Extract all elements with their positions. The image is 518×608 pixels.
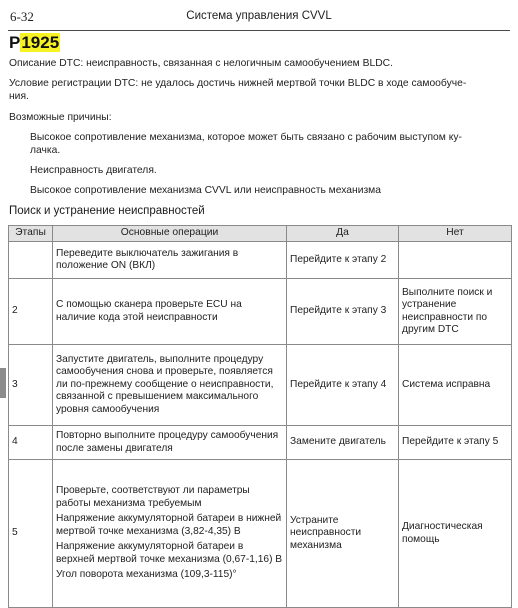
operation-cell: С помощью сканера проверьте ECU на наличие кода этой неисправности	[53, 279, 287, 345]
troubleshooting-table	[8, 225, 512, 608]
no-cell: Перейдите к этапу 5	[399, 426, 512, 460]
step-cell	[9, 242, 53, 279]
table-row	[9, 345, 512, 426]
page-number: 6-32	[10, 9, 34, 24]
section-title: Система управления CVVL	[186, 10, 332, 22]
yes-cell: Замените двигатель	[287, 426, 399, 460]
column-header-yes: Да	[287, 226, 399, 242]
yes-cell: Перейдите к этапу 4	[287, 345, 399, 426]
column-header-operations: Основные операции	[53, 226, 287, 242]
yes-cell: Устраните неисправности механизма	[287, 460, 399, 608]
cause-1-line1: Высокое сопротивление механизма, которое может быть связано с рабочим выступом ку-	[30, 132, 462, 143]
cause-2: Неисправность двигателя.	[30, 165, 157, 176]
troubleshooting-title: Поиск и устранение неисправностей	[9, 205, 205, 217]
table-row	[9, 460, 512, 608]
column-header-steps: Этапы	[9, 226, 53, 242]
yes-cell: Перейдите к этапу 3	[287, 279, 399, 345]
no-cell: Выполните поиск и устранение неисправности по другим DTC	[399, 279, 512, 345]
table-header-row	[9, 226, 512, 242]
step-cell: 3	[9, 345, 53, 426]
table-row	[9, 279, 512, 345]
operation-cell	[53, 460, 287, 608]
operation-cell: Запустите двигатель, выполните процедуру самообучения снова и проверьте, появляется ли по-прежнему сообщение о неисправности, связанной с превышением максимального уровня самообучения	[53, 345, 287, 426]
yes-cell: Перейдите к этапу 2	[287, 242, 399, 279]
operation-item: Угол поворота механизма (109,3-115)°	[56, 569, 237, 581]
table-row	[9, 426, 512, 460]
step-cell: 2	[9, 279, 53, 345]
dtc-condition-line2: ния.	[9, 91, 29, 102]
cause-1-line2: лачка.	[30, 145, 61, 156]
no-cell: Диагностическая помощь	[399, 460, 512, 608]
dtc-code-number: 1925	[21, 33, 60, 52]
dtc-code-prefix: P	[9, 33, 21, 52]
column-header-no: Нет	[399, 226, 512, 242]
dtc-code	[9, 33, 60, 53]
causes-heading: Возможные причины:	[9, 112, 112, 123]
no-cell	[399, 242, 512, 279]
cause-3: Высокое сопротивление механизма CVVL или неисправность механизма	[30, 185, 381, 196]
operation-cell: Повторно выполните процедуру самообучения после замены двигателя	[53, 426, 287, 460]
step-cell: 4	[9, 426, 53, 460]
step-cell: 5	[9, 460, 53, 608]
dtc-description: Описание DTC: неисправность, связанная с нелогичным самообучением BLDC.	[9, 58, 393, 69]
dtc-condition-line1: Условие регистрации DTC: не удалось достичь нижней мертвой точки BLDC в ходе самообуче-	[9, 78, 467, 89]
page-header	[8, 8, 510, 31]
operation-item: Напряжение аккумуляторной батареи в нижней мертвой точке механизма (3,82-4,35) В	[56, 513, 282, 537]
no-cell: Система исправна	[399, 345, 512, 426]
operation-cell: Переведите выключатель зажигания в положение ON (ВКЛ)	[53, 242, 287, 279]
operation-item: Напряжение аккумуляторной батареи в верхней мертвой точке механизма (0,67-1,16) В	[56, 541, 283, 565]
table-row	[9, 242, 512, 279]
operation-item: Проверьте, соответствуют ли параметры работы механизма требуемым	[56, 485, 250, 509]
page-edge-marker	[0, 368, 6, 398]
